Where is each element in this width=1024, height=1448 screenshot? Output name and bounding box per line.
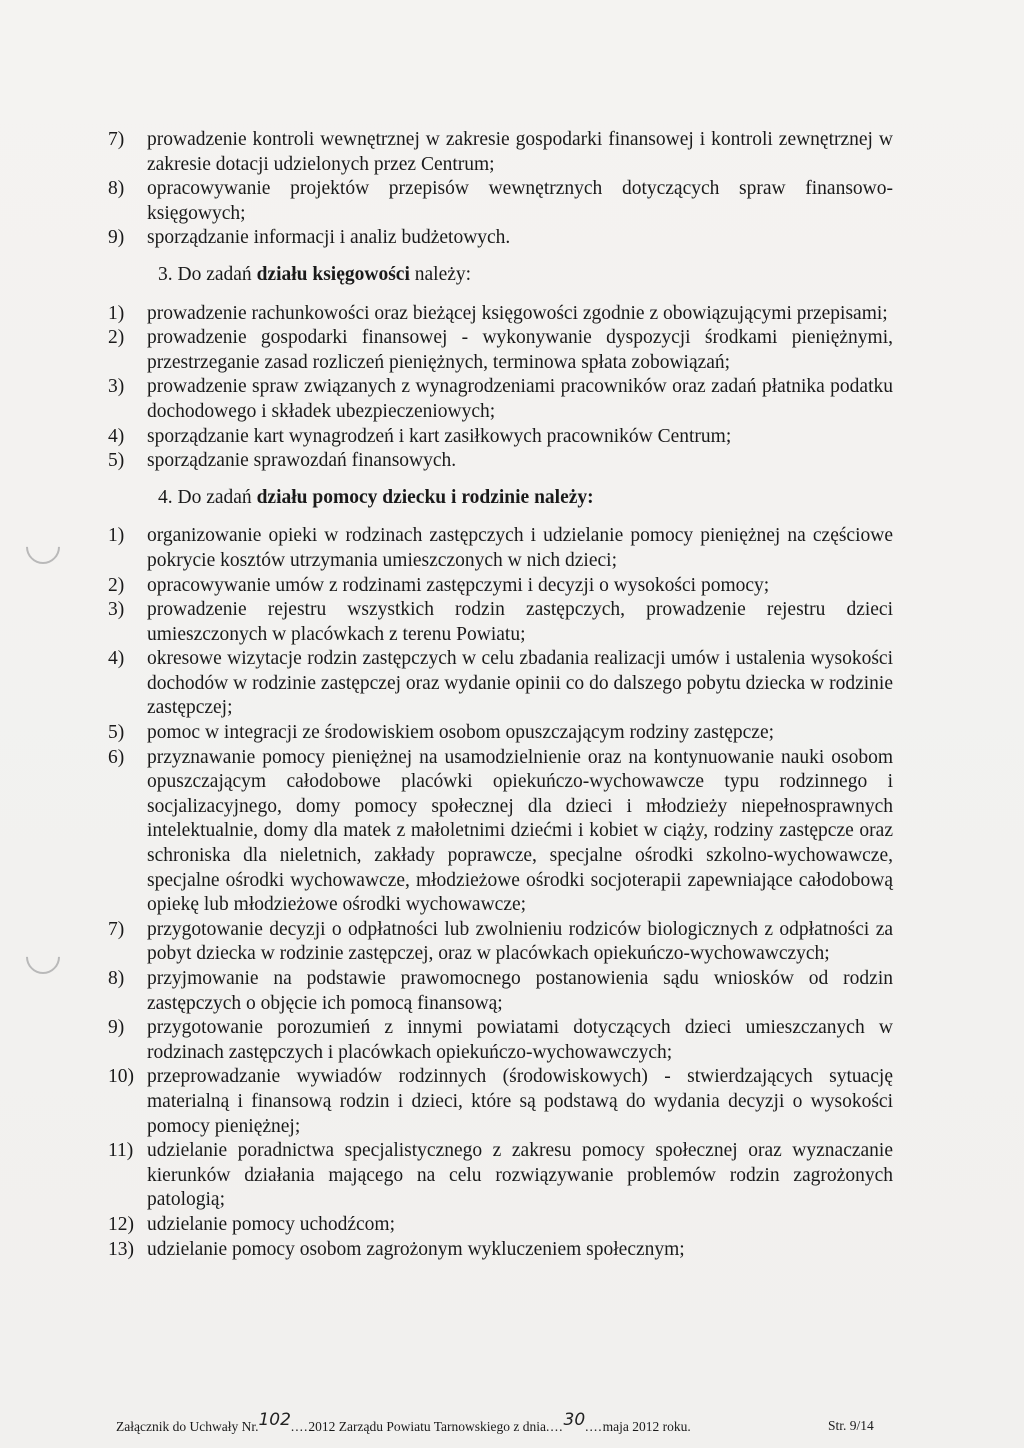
list-item bbox=[108, 1213, 893, 1238]
item-number: 6) bbox=[108, 746, 125, 768]
section-number: 3. bbox=[158, 263, 173, 285]
list-item bbox=[108, 302, 893, 327]
section-number: 4. bbox=[158, 486, 173, 508]
item-text: udzielanie pomocy uchodźcom; bbox=[147, 1213, 395, 1235]
intro-list bbox=[108, 128, 893, 251]
item-number: 2) bbox=[108, 327, 125, 349]
item-text: pomoc w integracji ze środowiskiem osobom opuszczającym rodziny zastępcze; bbox=[147, 722, 775, 744]
page-number: Str. 9/14 bbox=[828, 1418, 874, 1433]
item-text: sporządzanie sprawozdań finansowych. bbox=[147, 450, 457, 472]
item-text: przyznawanie pomocy pieniężnej na usamodzielnienie oraz na kontynuowanie nauki osobom opuszczającym całodobowe placówki opiekuńczo-wychowawcze typu rodzinnego i socjalizacyjnego, domy pomocy społecznej dla dzieci i młodzieży niepełnosprawnych intelektualnie, domy dla matek z małoletnimi dziećmi i kobiet w ciąży, rodziny zastępcze oraz schroniska dla nieletnich, zakłady poprawcze, specjalne ośrodki szkolno-wychowawcze, specjalne ośrodki wychowawcze, młodzieżowe ośrodki socjoterapii zapewniające całodobową opiekę lub młodzieżowe ośrodki wychowawcze; bbox=[147, 746, 893, 916]
item-number: 5) bbox=[108, 722, 125, 744]
item-text: opracowywanie projektów przepisów wewnętrznych dotyczących spraw finansowo-księgowych; bbox=[147, 178, 893, 224]
item-text: sporządzanie kart wynagrodzeń i kart zasiłkowych pracowników Centrum; bbox=[147, 425, 732, 447]
item-text: okresowe wizytacje rodzin zastępczych w celu zbadania realizacji umów i ustalenia wysokości dochodów w rodzinie zastępczej oraz wydanie opinii co do dalszego pobytu dziecka w rodzinie zastępczej; bbox=[147, 648, 893, 719]
list-item bbox=[108, 918, 893, 967]
list-item bbox=[108, 524, 893, 573]
item-number: 2) bbox=[108, 574, 125, 596]
list-item bbox=[108, 326, 893, 375]
item-number: 7) bbox=[108, 129, 125, 150]
item-text: przygotowanie decyzji o odpłatności lub zwolnieniu rodziców biologicznych z odpłatności za pobyt dziecka w rodzinie zastępczej, oraz w placówkach opiekuńczo-wychowawczych; bbox=[147, 918, 893, 965]
list-item bbox=[108, 967, 893, 1016]
item-number: 1) bbox=[108, 525, 125, 547]
item-text: przyjmowanie na podstawie prawomocnego postanowienia sądu wniosków od rodzin zastępczych o objęcie ich pomocą finansową; bbox=[147, 968, 893, 1014]
list-item bbox=[108, 746, 893, 918]
item-number: 9) bbox=[108, 1017, 125, 1039]
item-text: sporządzanie informacji i analiz budżetowych. bbox=[147, 227, 511, 249]
item-text: prowadzenie kontroli wewnętrznej w zakresie gospodarki finansowej i kontroli zewnętrznej w zakresie dotacji udzielonych przez Centrum; bbox=[147, 129, 893, 175]
heading-bold: działu pomocy dziecku i rodzinie należy: bbox=[256, 486, 594, 508]
item-number: 4) bbox=[108, 425, 125, 447]
list-item bbox=[108, 425, 893, 450]
item-number: 5) bbox=[108, 450, 125, 472]
item-text: prowadzenie gospodarki finansowej - wykonywanie dyspozycji środkami pieniężnymi, przestrzeganie zasad rozliczeń pieniężnych, terminowa spłata zobowiązań; bbox=[147, 327, 893, 373]
item-text: prowadzenie spraw związanych z wynagrodzeniami pracowników oraz zadań płatnika podatku dochodowego i składek ubezpieczeniowych; bbox=[147, 376, 893, 422]
item-number: 3) bbox=[108, 376, 125, 398]
footer-prefix: Załącznik do Uchwały Nr. bbox=[116, 1419, 259, 1434]
section-3-heading bbox=[108, 263, 893, 288]
item-text: przygotowanie porozumień z innymi powiatami dotyczących dzieci umieszczanych w rodzinach zastępczych i placówkach opiekuńczo-wychowawczych; bbox=[147, 1017, 893, 1063]
item-number: 10) bbox=[108, 1066, 134, 1088]
item-number: 11) bbox=[108, 1140, 134, 1162]
item-number: 13) bbox=[108, 1238, 134, 1260]
section-4-list bbox=[108, 524, 893, 1262]
list-item bbox=[108, 375, 893, 424]
heading-tail: należy: bbox=[414, 263, 472, 285]
handwritten-resolution-number: 102 bbox=[258, 1410, 291, 1430]
list-item bbox=[108, 128, 893, 177]
item-number: 8) bbox=[108, 178, 125, 200]
heading-lead: Do zadań bbox=[177, 486, 252, 508]
item-number: 3) bbox=[108, 599, 125, 621]
item-number: 12) bbox=[108, 1213, 134, 1235]
item-text: udzielanie pomocy osobom zagrożonym wykluczeniem społecznym; bbox=[147, 1238, 685, 1260]
item-text: przeprowadzanie wywiadów rodzinnych (środowiskowych) - stwierdzających sytuację materialną i finansową rodzin i dzieci, które są podstawą do wydania decyzji o wysokości pomocy pieniężnej; bbox=[147, 1066, 893, 1137]
list-item bbox=[108, 1065, 893, 1139]
list-item bbox=[108, 647, 893, 721]
list-item bbox=[108, 226, 893, 251]
footer-suffix: maja 2012 roku. bbox=[602, 1419, 691, 1434]
punch-hole-mark bbox=[19, 933, 67, 981]
section-4-heading bbox=[108, 486, 893, 511]
list-item bbox=[108, 449, 893, 474]
item-number: 7) bbox=[108, 918, 125, 940]
page-footer: Załącznik do Uchwały Nr.102....2012 Zarządu Powiatu Tarnowskiego z dnia....30....maja 2012 roku. Str. 9/14 bbox=[116, 1410, 874, 1434]
item-text: opracowywanie umów z rodzinami zastępczymi i decyzji o wysokości pomocy; bbox=[147, 574, 770, 596]
list-item bbox=[108, 574, 893, 599]
heading-lead: Do zadań bbox=[177, 263, 252, 285]
handwritten-day: 30 bbox=[563, 1410, 586, 1430]
list-item bbox=[108, 1238, 893, 1263]
item-text: prowadzenie rejestru wszystkich rodzin zastępczych, prowadzenie rejestru dzieci umieszczonych w placówkach z terenu Powiatu; bbox=[147, 599, 893, 645]
list-item bbox=[108, 721, 893, 746]
footer-mid: 2012 Zarządu Powiatu Tarnowskiego z dnia bbox=[308, 1419, 547, 1434]
document-body bbox=[108, 128, 893, 1262]
heading-bold: działu księgowości bbox=[256, 263, 410, 285]
item-number: 4) bbox=[108, 648, 125, 670]
section-3-list bbox=[108, 302, 893, 474]
list-item bbox=[108, 598, 893, 647]
list-item bbox=[108, 1139, 893, 1213]
item-number: 1) bbox=[108, 302, 125, 324]
list-item bbox=[108, 177, 893, 226]
item-text: prowadzenie rachunkowości oraz bieżącej księgowości zgodnie z obowiązującymi przepisami; bbox=[147, 302, 888, 324]
item-text: organizowanie opieki w rodzinach zastępczych i udzielanie pomocy pieniężnej na częściowe pokrycie kosztów utrzymania umieszczonych w nich dzieci; bbox=[147, 525, 893, 571]
punch-hole-mark bbox=[19, 523, 67, 571]
list-item bbox=[108, 1016, 893, 1065]
item-number: 8) bbox=[108, 968, 125, 989]
item-text: udzielanie poradnictwa specjalistycznego z zakresu pomocy społecznej oraz wyznaczanie kierunków działania mającego na celu rozwiązywanie problemów rodzin zagrożonych patologią; bbox=[147, 1140, 893, 1211]
item-number: 9) bbox=[108, 227, 125, 249]
